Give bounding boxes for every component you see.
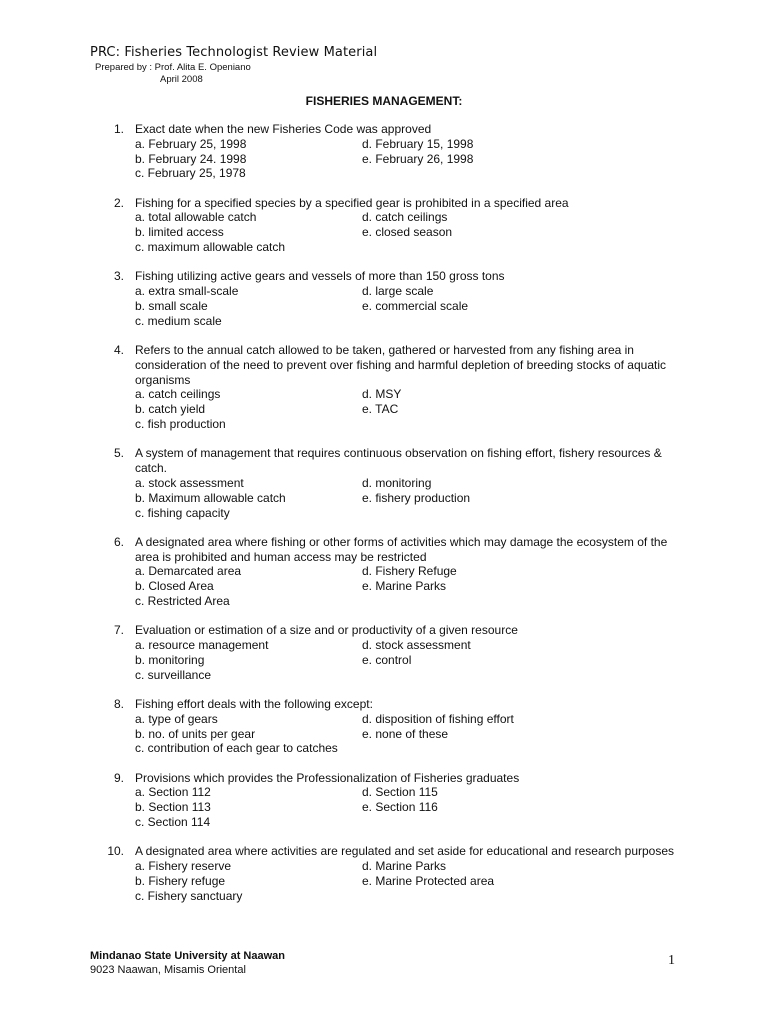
- option-d: d. Fishery Refuge: [362, 564, 457, 579]
- page-number: 1: [668, 953, 675, 968]
- option-b: b. monitoring: [135, 652, 205, 667]
- option-d: d. Section 115: [362, 785, 438, 800]
- answer-options: [135, 387, 680, 431]
- option-b: b. February 24. 1998: [135, 151, 247, 166]
- question-text: Fishing effort deals with the following except:: [135, 697, 373, 711]
- option-d: d. stock assessment: [362, 638, 471, 653]
- question-number: 2.: [113, 195, 124, 210]
- answer-options: [135, 476, 680, 520]
- option-c: c. fish production: [135, 417, 226, 432]
- answer-options: [135, 785, 680, 829]
- header-title: PRC: Fisheries Technologist Review Material: [90, 45, 378, 60]
- answer-options: [135, 137, 680, 181]
- option-d: d. catch ceilings: [362, 210, 448, 225]
- option-c: c. Restricted Area: [135, 594, 230, 609]
- question-text: Evaluation or estimation of a size and or productivity of a given resource: [135, 623, 518, 638]
- question-5: [0, 446, 680, 520]
- option-b: b. Maximum allowable catch: [135, 490, 286, 505]
- option-d: d. monitoring: [362, 475, 432, 490]
- option-c: c. surveillance: [135, 667, 212, 682]
- question-text: A designated area where activities are regulated and set aside for educational and research purposes: [135, 844, 675, 859]
- option-b: b. small scale: [135, 298, 208, 313]
- option-e: e. none of these: [362, 726, 449, 741]
- option-c: c. Section 114: [135, 815, 211, 830]
- option-a: a. Demarcated area: [135, 564, 242, 579]
- option-a: a. catch ceilings: [135, 387, 221, 402]
- question-text: Fishing utilizing active gears and vessels of more than 150 gross tons: [135, 269, 505, 284]
- option-c: c. medium scale: [135, 313, 222, 328]
- question-number: 5.: [113, 446, 124, 461]
- option-c: c. Fishery sanctuary: [135, 888, 243, 903]
- option-e: e. closed season: [362, 225, 453, 240]
- option-a: a. resource management: [135, 638, 269, 653]
- option-e: e. February 26, 1998: [362, 151, 474, 166]
- question-number: 6.: [113, 534, 124, 549]
- question-text: A designated area where fishing or other forms of activities which may damage the ecosystem of the area is prohibited and human access may be restricted: [135, 534, 668, 564]
- question-number: 3.: [113, 269, 124, 284]
- option-b: b. no. of units per gear: [135, 726, 256, 741]
- question-7: [0, 623, 680, 682]
- option-b: b. limited access: [135, 225, 224, 240]
- option-c: c. fishing capacity: [135, 505, 230, 520]
- question-10: [0, 844, 680, 903]
- option-e: e. fishery production: [362, 490, 471, 505]
- option-c: c. February 25, 1978: [135, 166, 246, 181]
- question-4: [0, 343, 680, 432]
- question-number: 9.: [113, 770, 124, 785]
- question-3: [0, 269, 680, 328]
- option-a: a. stock assessment: [135, 475, 244, 490]
- option-a: a. February 25, 1998: [135, 136, 247, 151]
- option-e: e. Marine Protected area: [362, 873, 495, 888]
- option-d: d. MSY: [362, 387, 402, 402]
- question-list: [0, 122, 768, 918]
- answer-options: [135, 712, 680, 756]
- header-date: April 2008: [160, 74, 203, 85]
- option-e: e. Section 116: [362, 800, 438, 815]
- option-a: a. type of gears: [135, 711, 218, 726]
- option-c: c. maximum allowable catch: [135, 240, 286, 255]
- question-number: 7.: [113, 623, 124, 638]
- option-a: a. total allowable catch: [135, 210, 257, 225]
- question-text: Fishing for a specified species by a specified gear is prohibited in a specified area: [135, 195, 569, 210]
- answer-options: [135, 210, 680, 254]
- answer-options: [135, 284, 680, 328]
- question-2: [0, 196, 680, 255]
- option-b: b. Closed Area: [135, 579, 214, 594]
- option-c: c. contribution of each gear to catches: [135, 741, 338, 756]
- answer-options: [135, 564, 680, 608]
- question-text: Refers to the annual catch allowed to be taken, gathered or harvested from any fishing area in consideration of the need to prevent over fishing and harmful depletion of breeding stocks of aquatic organisms: [135, 343, 667, 387]
- header-prepared-by: Prepared by : Prof. Alita E. Openiano: [95, 62, 251, 73]
- option-a: a. extra small-scale: [135, 284, 239, 299]
- answer-options: [135, 859, 680, 903]
- answer-options: [135, 638, 680, 682]
- option-e: e. commercial scale: [362, 298, 469, 313]
- question-number: 10.: [107, 844, 124, 859]
- question-9: [0, 771, 680, 830]
- option-d: d. large scale: [362, 284, 434, 299]
- question-number: 1.: [113, 122, 124, 136]
- option-b: b. Section 113: [135, 800, 211, 815]
- option-b: b. catch yield: [135, 402, 206, 417]
- question-1: [0, 122, 680, 181]
- question-number: 8.: [113, 697, 124, 711]
- option-d: d. disposition of fishing effort: [362, 711, 514, 726]
- question-8: [0, 697, 680, 756]
- footer-university: Mindanao State University at Naawan: [90, 950, 285, 962]
- option-a: a. Section 112: [135, 785, 211, 800]
- option-e: e. Marine Parks: [362, 579, 447, 594]
- question-text: A system of management that requires continuous observation on fishing effort, fishery resources & catch.: [135, 446, 662, 476]
- option-a: a. Fishery reserve: [135, 859, 232, 874]
- question-6: [0, 535, 680, 609]
- option-b: b. Fishery refuge: [135, 873, 226, 888]
- option-e: e. control: [362, 652, 412, 667]
- option-d: d. Marine Parks: [362, 859, 447, 874]
- question-text: Provisions which provides the Professionalization of Fisheries graduates: [135, 770, 520, 785]
- question-number: 4.: [113, 343, 124, 358]
- question-text: Exact date when the new Fisheries Code was approved: [135, 122, 432, 136]
- section-title: FISHERIES MANAGEMENT:: [305, 94, 463, 108]
- option-d: d. February 15, 1998: [362, 136, 474, 151]
- option-e: e. TAC: [362, 402, 399, 417]
- footer-address: 9023 Naawan, Misamis Oriental: [90, 964, 246, 976]
